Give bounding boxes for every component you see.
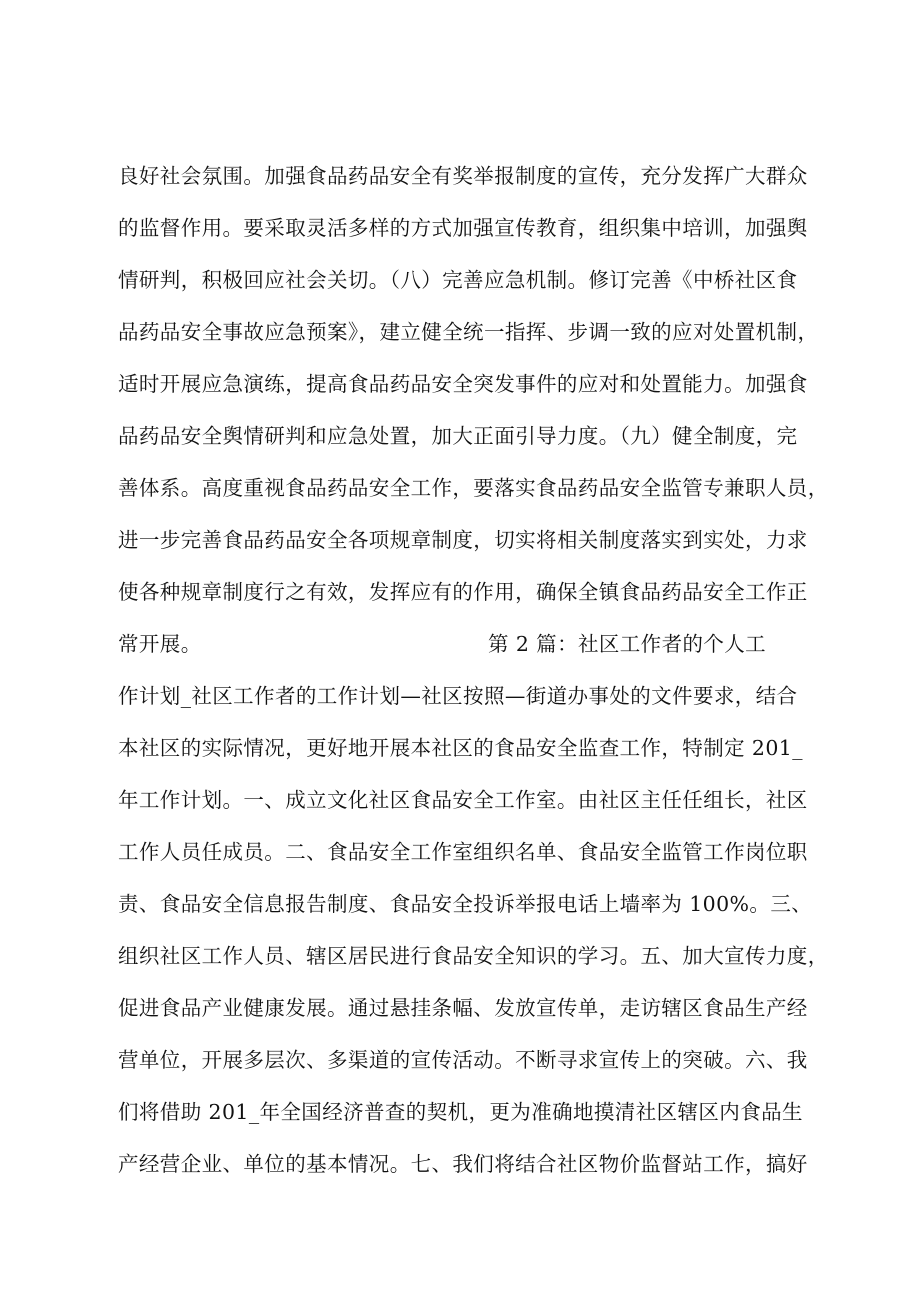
text-line: 责、食品安全信息报告制度、食品安全投诉举报电话上墙率为 100%。三、 (118, 892, 813, 916)
text-line: 年工作计划。一、成立文化社区食品安全工作室。由社区主任任组长，社区 (118, 788, 808, 812)
text-line: 使各种规章制度行之有效，发挥应有的作用，确保全镇食品药品安全工作正 (118, 580, 808, 604)
text-line: 良好社会氛围。加强食品药品安全有奖举报制度的宣传，充分发挥广大群众 (118, 164, 808, 188)
text-line: 品药品安全舆情研判和应急处置，加大正面引导力度。（九）健全制度，完 (118, 424, 798, 448)
text-line: 促进食品产业健康发展。通过悬挂条幅、发放宣传单，走访辖区食品生产经 (118, 996, 808, 1020)
text-line: 工作人员任成员。二、食品安全工作室组织名单、食品安全监管工作岗位职 (118, 840, 808, 864)
text-line: 本社区的实际情况，更好地开展本社区的食品安全监查工作，特制定 201_ (118, 736, 803, 760)
text-line: 组织社区工作人员、辖区居民进行食品安全知识的学习。五、加大宣传力度， (118, 944, 829, 968)
text-line: 的监督作用。要采取灵活多样的方式加强宣传教育，组织集中培训，加强舆 (118, 216, 808, 240)
paragraph-end-text: 常开展。 (118, 632, 202, 656)
text-line: 们将借助 201_年全国经济普查的契机，更为准确地摸清社区辖区内食品生 (118, 1100, 803, 1124)
section-heading: 第 2 篇：社区工作者的个人工 (488, 632, 767, 656)
document-body (118, 150, 838, 1190)
text-line: 进一步完善食品药品安全各项规章制度，切实将相关制度落实到实处，力求 (118, 528, 808, 552)
text-line: 善体系。高度重视食品药品安全工作，要落实食品药品安全监管专兼职人员， (118, 476, 829, 500)
text-line: 适时开展应急演练，提高食品药品安全突发事件的应对和处置能力。加强食 (118, 372, 808, 396)
text-line: 作计划_社区工作者的工作计划—社区按照—街道办事处的文件要求，结合 (118, 684, 798, 708)
text-line: 情研判，积极回应社会关切。（八）完善应急机制。修订完善《中桥社区食 (118, 268, 798, 292)
text-line: 品药品安全事故应急预案》，建立健全统一指挥、步调一致的应对处置机制， (118, 320, 819, 344)
section-break-line (118, 618, 838, 670)
text-line: 营单位，开展多层次、多渠道的宣传活动。不断寻求宣传上的突破。六、我 (118, 1048, 808, 1072)
text-line: 产经营企业、单位的基本情况。七、我们将结合社区物价监督站工作，搞好 (118, 1152, 808, 1176)
